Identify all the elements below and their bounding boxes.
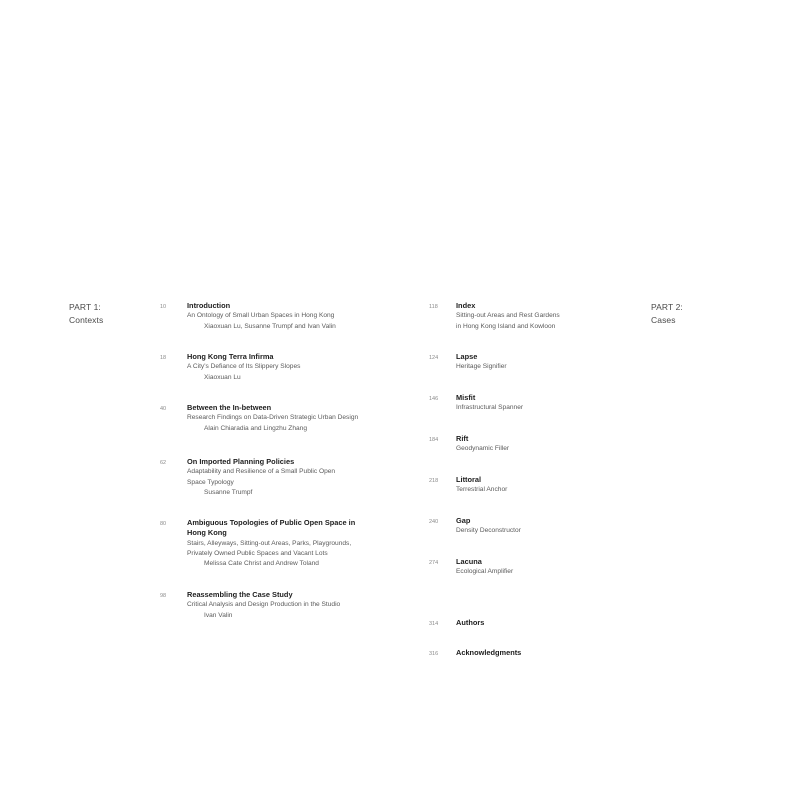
page-number: 314 bbox=[429, 621, 439, 627]
page-number: 98 bbox=[160, 593, 167, 599]
entry-subtitle: Adaptability and Resilience of a Small Public Open Space Typology bbox=[187, 468, 336, 486]
page-number: 240 bbox=[429, 519, 439, 525]
entry-subtitle: A City's Defiance of Its Slippery Slopes bbox=[187, 363, 301, 371]
page-number: 218 bbox=[429, 478, 439, 484]
page-number: 274 bbox=[429, 560, 439, 566]
page-number: 184 bbox=[429, 437, 439, 443]
toc-entry-rift[interactable] bbox=[429, 434, 510, 455]
entry-subtitle: Critical Analysis and Design Production in the Studio bbox=[187, 601, 341, 609]
entry-subtitle: An Ontology of Small Urban Spaces in Hong Kong bbox=[187, 312, 335, 320]
page-number: 118 bbox=[429, 304, 438, 310]
entry-author: Melissa Cate Christ and Andrew Toland bbox=[204, 560, 319, 568]
part-2-label: PART 2: bbox=[651, 302, 683, 312]
part-1-name: Contexts bbox=[69, 315, 104, 325]
entry-subtitle: Geodynamic Filler bbox=[456, 445, 510, 453]
toc-entry-ambiguous-topologies[interactable] bbox=[160, 518, 356, 569]
part-1-heading bbox=[69, 301, 103, 327]
entry-title: Hong Kong Terra Infirma bbox=[187, 352, 274, 361]
toc-entry-littoral[interactable] bbox=[429, 475, 508, 496]
toc-entry-imported-planning[interactable] bbox=[160, 457, 336, 498]
entry-title: Index bbox=[456, 301, 476, 310]
entry-subtitle: Ecological Amplifier bbox=[456, 568, 514, 576]
entry-author: Xiaoxuan Lu, Susanne Trumpf and Ivan Valin bbox=[204, 322, 336, 330]
toc-entry-authors[interactable] bbox=[429, 618, 485, 628]
entry-title: On Imported Planning Policies bbox=[187, 457, 295, 466]
entry-subtitle: Density Deconstructor bbox=[456, 527, 521, 535]
page-number: 316 bbox=[429, 651, 439, 657]
toc-entry-terra-infirma[interactable] bbox=[160, 352, 301, 383]
toc-entry-gap[interactable] bbox=[429, 516, 521, 537]
entry-title: Between the In-between bbox=[187, 403, 272, 412]
entry-title: Reassembling the Case Study bbox=[187, 590, 293, 599]
page-number: 62 bbox=[160, 460, 167, 466]
page-number: 18 bbox=[160, 355, 167, 361]
page-number: 146 bbox=[429, 396, 439, 402]
page-number: 40 bbox=[160, 406, 167, 412]
entry-author: Alain Chiaradia and Lingzhu Zhang bbox=[204, 424, 308, 432]
entry-author: Xiaoxuan Lu bbox=[204, 373, 241, 381]
part-2-heading bbox=[651, 301, 683, 327]
toc-entry-introduction[interactable] bbox=[160, 301, 336, 332]
toc-entry-in-between[interactable] bbox=[160, 403, 359, 434]
entry-title: Authors bbox=[456, 618, 485, 627]
entry-title: Ambiguous Topologies of Public Open Space in Hong Kong bbox=[187, 518, 356, 538]
entry-subtitle: Sitting-out Areas and Rest Gardens in Hong Kong Island and Kowloon bbox=[456, 312, 560, 330]
entry-subtitle: Stairs, Alleyways, Sitting-out Areas, Parks, Playgrounds, Privately Owned Public Spaces and Vacant Lots bbox=[187, 539, 352, 557]
entry-title: Littoral bbox=[456, 475, 482, 484]
page-number: 80 bbox=[160, 521, 167, 527]
entry-subtitle: Infrastructural Spanner bbox=[456, 404, 524, 412]
entry-subtitle: Research Findings on Data-Driven Strategic Urban Design bbox=[187, 414, 359, 422]
entry-title: Gap bbox=[456, 516, 471, 525]
entry-author: Susanne Trumpf bbox=[204, 488, 253, 496]
toc-entry-misfit[interactable] bbox=[429, 393, 524, 414]
entry-title: Rift bbox=[456, 434, 469, 443]
toc-entry-lapse[interactable] bbox=[429, 352, 507, 373]
toc-entry-index[interactable] bbox=[429, 301, 560, 332]
toc-entry-lacuna[interactable] bbox=[429, 557, 514, 578]
toc-entry-acknowledgments[interactable] bbox=[429, 648, 522, 658]
entry-subtitle: Terrestrial Anchor bbox=[456, 486, 508, 494]
entry-title: Acknowledgments bbox=[456, 648, 522, 657]
entry-title: Misfit bbox=[456, 393, 476, 402]
entry-title: Introduction bbox=[187, 301, 231, 310]
page-number: 124 bbox=[429, 355, 439, 361]
entry-title: Lacuna bbox=[456, 557, 482, 566]
entry-subtitle: Heritage Signifier bbox=[456, 363, 507, 371]
toc-entry-case-study[interactable] bbox=[160, 590, 341, 621]
part-2-name: Cases bbox=[651, 315, 676, 325]
entry-author: Ivan Valin bbox=[204, 611, 233, 619]
page-number: 10 bbox=[160, 304, 167, 310]
entry-title: Lapse bbox=[456, 352, 478, 361]
part-1-label: PART 1: bbox=[69, 302, 101, 312]
